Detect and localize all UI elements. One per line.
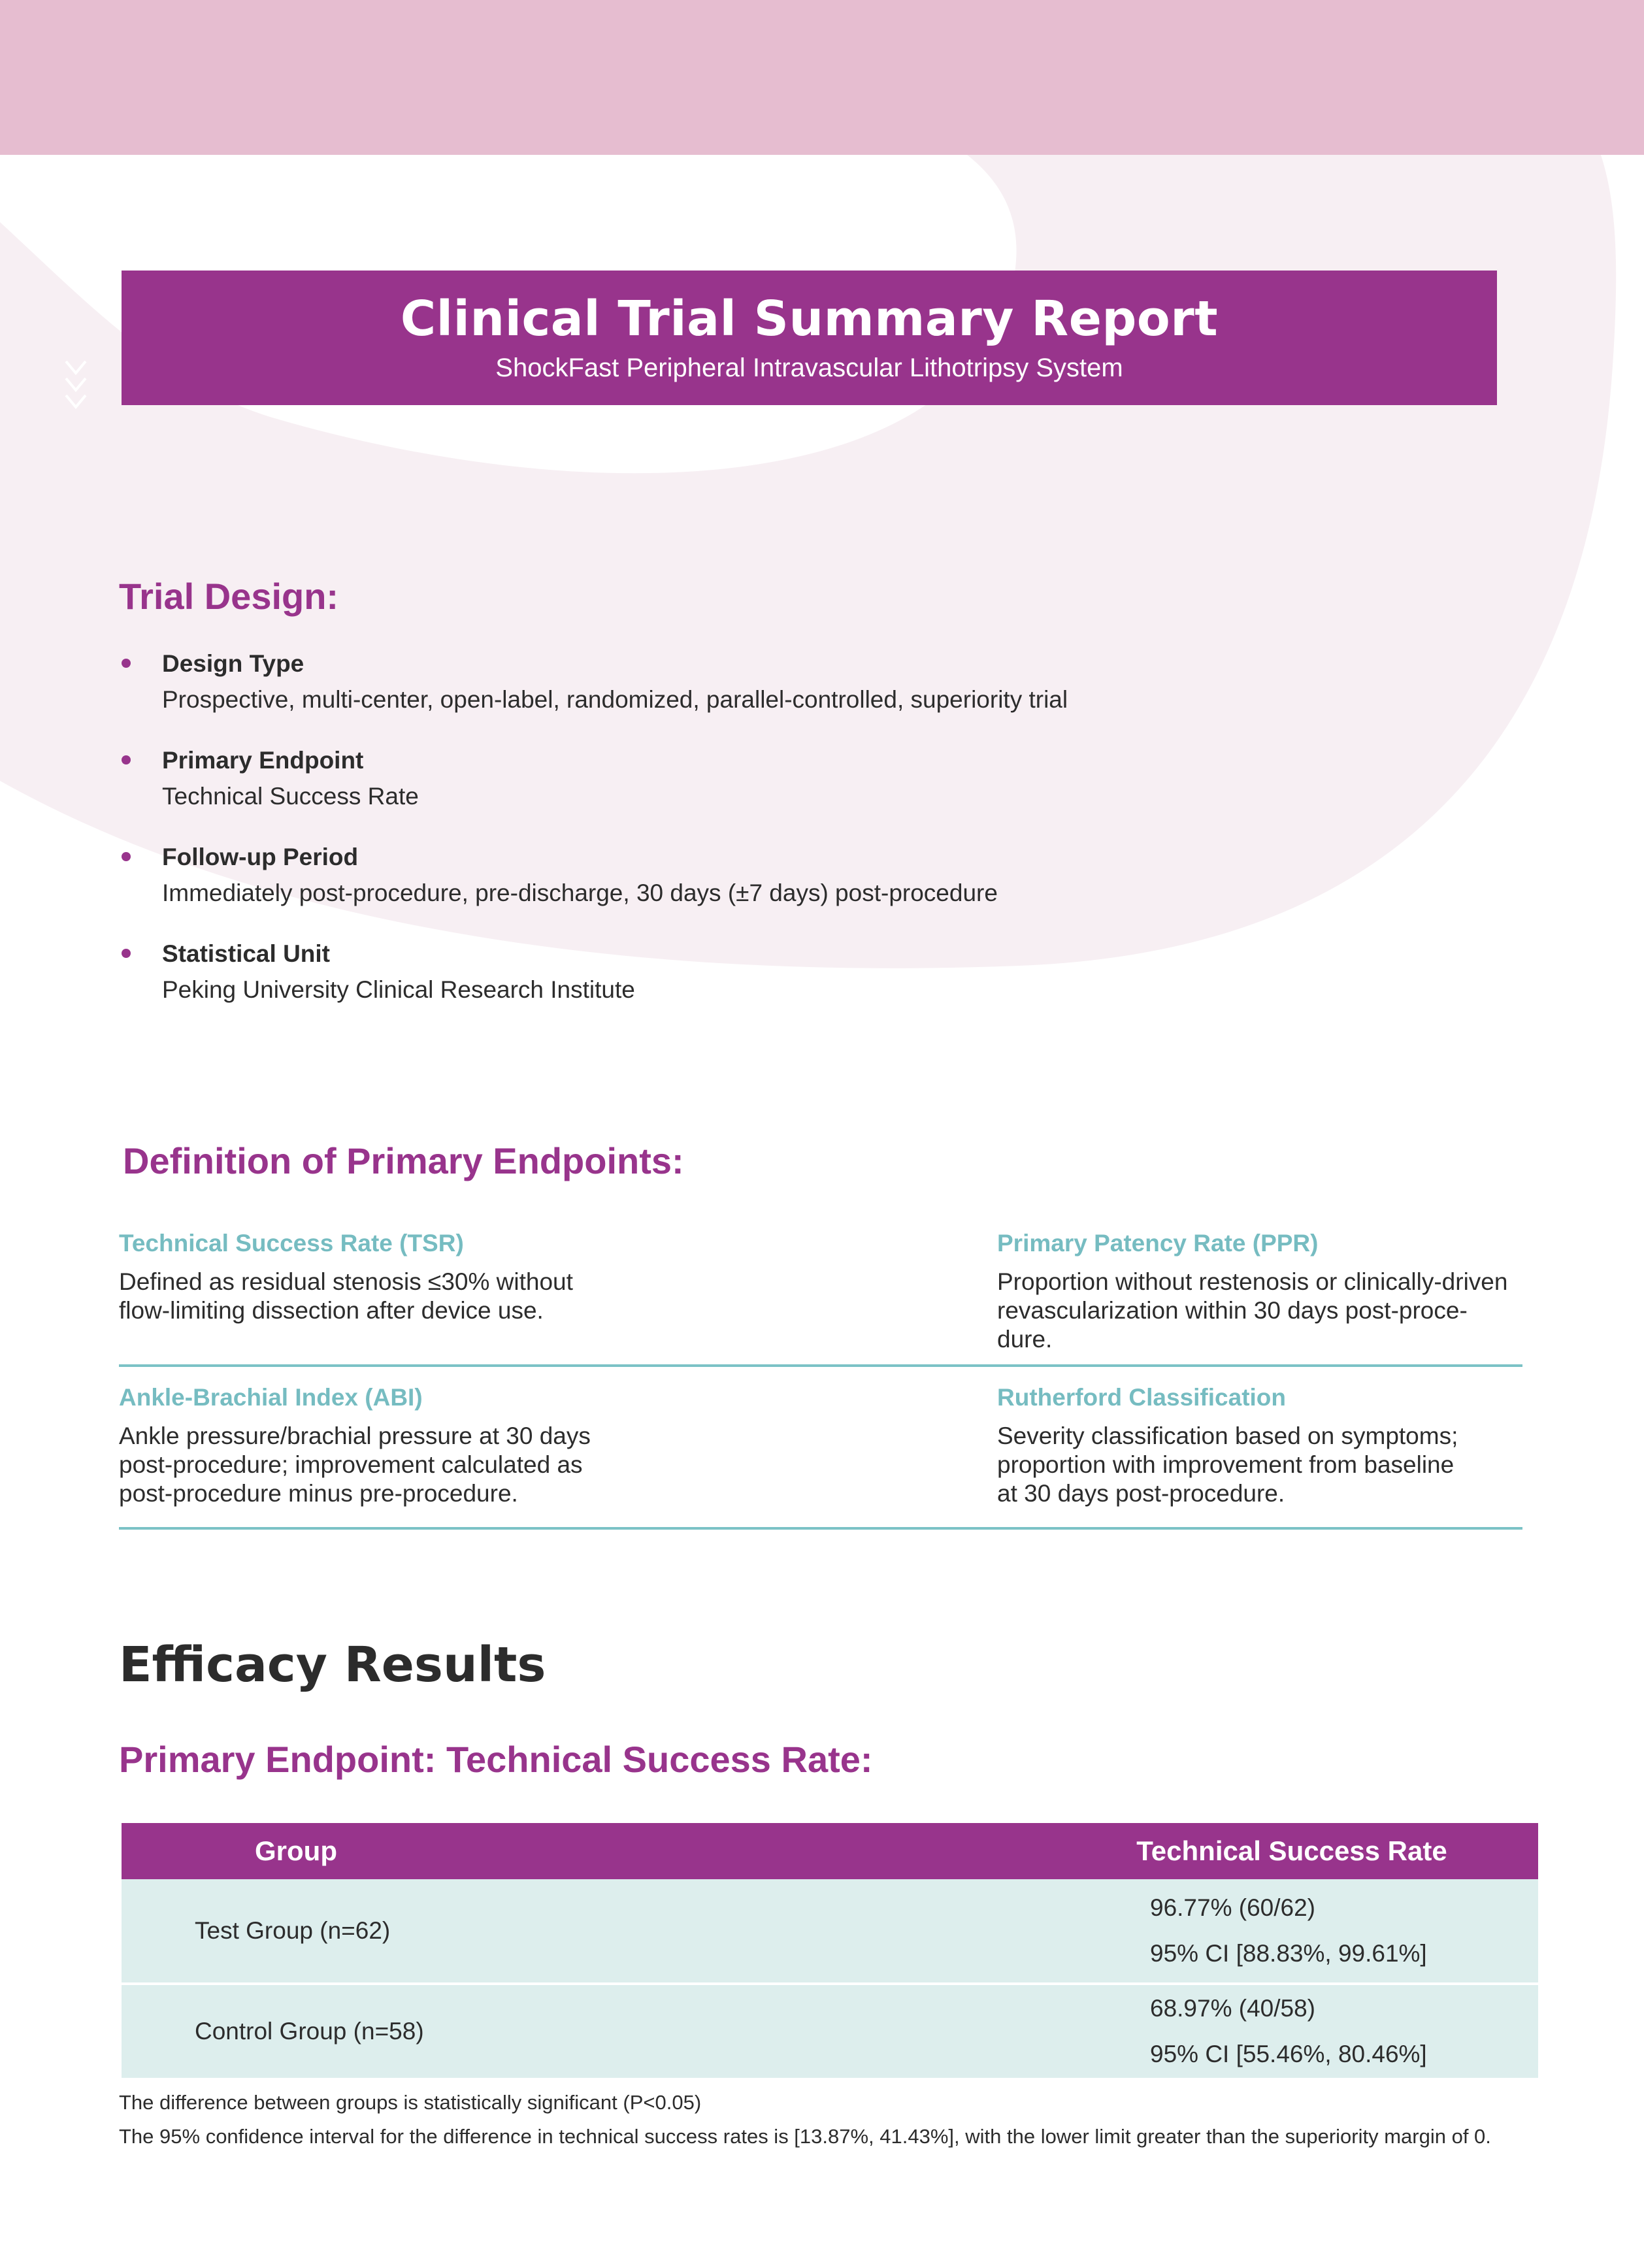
endpoint-description: [997, 1422, 1522, 1508]
list-item: [122, 937, 1494, 1034]
endpoints-heading: Definition of Primary Endpoints:: [123, 1140, 684, 1181]
group-cell: Test Group (n=62): [122, 1879, 1124, 1984]
table-row: [122, 1984, 1538, 2078]
list-item: [122, 744, 1494, 840]
endpoint-title: Rutherford Classification: [997, 1384, 1286, 1411]
confidence-interval: 95% CI [55.46%, 80.46%]: [1150, 2041, 1427, 2067]
item-label: Statistical Unit: [162, 940, 330, 967]
table-header-row: [122, 1823, 1538, 1879]
trial-design-heading: Trial Design:: [119, 576, 339, 617]
page-subtitle: ShockFast Peripheral Intravascular Lithotripsy System: [495, 353, 1123, 383]
item-label: Primary Endpoint: [162, 747, 364, 774]
group-cell: Control Group (n=58): [122, 1984, 1124, 2078]
endpoint-description: [119, 1422, 997, 1508]
endpoint-row: [119, 1367, 1522, 1530]
results-table: [122, 1823, 1538, 2078]
title-banner: [122, 271, 1497, 405]
endpoint-row: [119, 1221, 1522, 1367]
item-value: Technical Success Rate: [162, 783, 419, 810]
item-value: Immediately post-procedure, pre-discharge, 30 days (±7 days) post-procedure: [162, 879, 998, 906]
confidence-interval: 95% CI [88.83%, 99.61%]: [1150, 1940, 1427, 1967]
description-line: revascularization within 30 days post-proce-: [997, 1297, 1468, 1324]
description-line: dure.: [997, 1326, 1053, 1353]
endpoint-definitions: [119, 1221, 1522, 1530]
description-line: Ankle pressure/brachial pressure at 30 days: [119, 1422, 591, 1449]
rate-cell: [1124, 1984, 1538, 2078]
note-significance: The difference between groups is statistically significant (P<0.05): [119, 2091, 702, 2114]
endpoint-definition-abi: [119, 1367, 997, 1527]
description-line: Defined as residual stenosis ≤30% without: [119, 1268, 573, 1295]
page-title: Clinical Trial Summary Report: [400, 291, 1219, 347]
description-line: proportion with improvement from baseline: [997, 1451, 1455, 1478]
rate-cell: [1124, 1879, 1538, 1984]
description-line: post-procedure; improvement calculated as: [119, 1451, 583, 1478]
trial-design-list: [122, 647, 1494, 1034]
endpoint-definition-ppr: [997, 1221, 1522, 1364]
description-line: Proportion without restenosis or clinically-driven: [997, 1268, 1508, 1295]
column-header-group: Group: [122, 1823, 1124, 1879]
endpoint-title: Ankle-Brachial Index (ABI): [119, 1384, 423, 1411]
endpoint-title: Primary Patency Rate (PPR): [997, 1230, 1319, 1257]
bullet-icon: [122, 949, 131, 958]
note-confidence-interval: The 95% confidence interval for the difference in technical success rates is [13.87%, 41.43%], with the lower limit greater than the superiority margin of 0.: [119, 2125, 1491, 2148]
item-value: Peking University Clinical Research Institute: [162, 976, 635, 1003]
primary-endpoint-heading: Primary Endpoint: Technical Success Rate:: [119, 1739, 873, 1780]
bullet-icon: [122, 852, 131, 861]
bullet-icon: [122, 755, 131, 764]
endpoint-definition-tsr: [119, 1221, 997, 1364]
efficacy-heading: Efficacy Results: [119, 1637, 546, 1693]
rate-value: 68.97% (40/58): [1150, 1995, 1316, 2022]
table-row: [122, 1879, 1538, 1984]
description-line: post-procedure minus pre-procedure.: [119, 1480, 518, 1507]
endpoint-title: Technical Success Rate (TSR): [119, 1230, 464, 1257]
item-label: Design Type: [162, 650, 304, 677]
description-line: at 30 days post-procedure.: [997, 1480, 1285, 1507]
description-line: Severity classification based on symptoms;: [997, 1422, 1458, 1449]
list-item: [122, 840, 1494, 937]
rate-value: 96.77% (60/62): [1150, 1894, 1316, 1921]
item-label: Follow-up Period: [162, 844, 359, 870]
column-header-rate: Technical Success Rate: [1124, 1823, 1538, 1879]
endpoint-definition-rutherford: [997, 1367, 1522, 1527]
endpoint-description: [997, 1268, 1522, 1354]
item-value: Prospective, multi-center, open-label, randomized, parallel-controlled, superiority trial: [162, 686, 1068, 713]
description-line: flow-limiting dissection after device use.: [119, 1297, 544, 1324]
chevron-down-icon: [63, 356, 89, 415]
bullet-icon: [122, 659, 131, 668]
results-notes: [119, 2086, 1517, 2154]
list-item: [122, 647, 1494, 744]
endpoint-description: [119, 1268, 997, 1325]
